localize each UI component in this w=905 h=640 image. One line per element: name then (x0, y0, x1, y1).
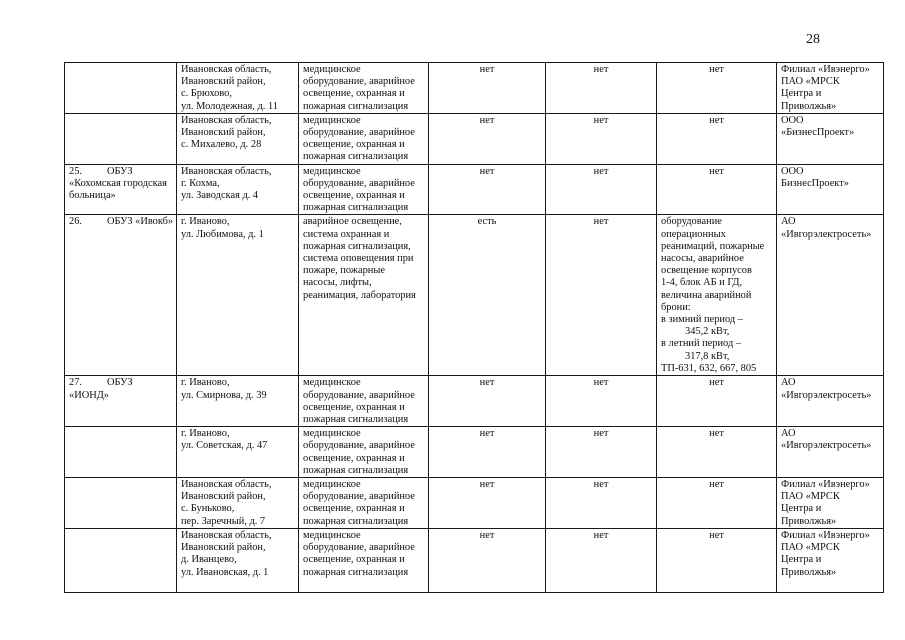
org-name: ОБУЗ (107, 165, 133, 177)
supplier-cell: Филиал «Ивэнерго» ПАО «МРСК Центра и Приволжья» (777, 63, 884, 114)
org-cell (65, 63, 177, 114)
value-cell-b: нет (546, 478, 657, 529)
value-cell-a: нет (429, 376, 546, 427)
value-cell-c: нет (657, 529, 777, 593)
org-name: ОБУЗ «Ивокб» (107, 216, 174, 228)
equipment-cell: медицинское оборудование, аварийное освещение, охранная и пожарная сигнализация (299, 376, 429, 427)
supplier-cell: АО «Ивгорэлектросеть» (777, 376, 884, 427)
supplier-cell: ООО «БизнесПроект» (777, 113, 884, 164)
table-row (65, 427, 884, 478)
org-cell (65, 478, 177, 529)
value-cell-b: нет (546, 376, 657, 427)
org-name: ОБУЗ (107, 377, 133, 389)
value-cell-a: есть (429, 215, 546, 376)
value-cell-a: нет (429, 63, 546, 114)
org-cell: 27. ОБУЗ «ИОНД» (65, 376, 177, 427)
value-cell-c: нет (657, 376, 777, 427)
org-number: 27. (69, 377, 82, 389)
equipment-cell: медицинское оборудование, аварийное освещение, охранная и пожарная сигнализация (299, 478, 429, 529)
org-cell (65, 427, 177, 478)
value-cell-a: нет (429, 529, 546, 593)
value-cell-c: нет (657, 478, 777, 529)
supplier-cell: Филиал «Ивэнерго» ПАО «МРСК Центра и Приволжья» (777, 478, 884, 529)
supplier-cell: ООО БизнесПроект» (777, 164, 884, 215)
value-cell-c: нет (657, 164, 777, 215)
value-cell-a: нет (429, 113, 546, 164)
value-cell-b: нет (546, 63, 657, 114)
value-cell-a: нет (429, 164, 546, 215)
table-row (65, 529, 884, 593)
org-cell (65, 529, 177, 593)
supplier-cell: АО «Ивгорэлектросеть» (777, 427, 884, 478)
table-row (65, 164, 884, 215)
value-cell-c: нет (657, 63, 777, 114)
address-cell: Ивановская область, Ивановский район, с. Буньково, пер. Заречный, д. 7 (177, 478, 299, 529)
address-cell: Ивановская область, Ивановский район, с. Михалево, д. 28 (177, 113, 299, 164)
table-row (65, 478, 884, 529)
org-number: 25. (69, 165, 82, 177)
equipment-cell: медицинское оборудование, аварийное освещение, охранная и пожарная сигнализация (299, 63, 429, 114)
value-cell-b: нет (546, 529, 657, 593)
address-cell: Ивановская область, Ивановский район, д. Иванцево, ул. Ивановская, д. 1 (177, 529, 299, 593)
org-number: 26. (69, 216, 82, 228)
value-cell-c: нет (657, 427, 777, 478)
value-cell-b: нет (546, 215, 657, 376)
address-cell: Ивановская область, Ивановский район, с. Брюхово, ул. Молодежная, д. 11 (177, 63, 299, 114)
table-row (65, 113, 884, 164)
equipment-cell: медицинское оборудование, аварийное освещение, охранная и пожарная сигнализация (299, 164, 429, 215)
equipment-cell: аварийное освещение, система охранная и пожарная сигнализация, система оповещения при пожаре, пожарные насосы, лифты, реанимация, лаборатория (299, 215, 429, 376)
value-cell-c: оборудование операционных реанимаций, пожарные насосы, аварийное освещение корпусов 1-4, блок АБ и ГД, величина аварийной брони: в зимний период – 345,2 кВт, в летний период – 317,8 кВт, ТП-631, 632, 667, 805 (657, 215, 777, 376)
value-cell-a: нет (429, 478, 546, 529)
facilities-table (64, 62, 884, 593)
org-cell (65, 113, 177, 164)
equipment-cell: медицинское оборудование, аварийное освещение, охранная и пожарная сигнализация (299, 529, 429, 593)
equipment-cell: медицинское оборудование, аварийное освещение, охранная и пожарная сигнализация (299, 113, 429, 164)
value-cell-b: нет (546, 113, 657, 164)
equipment-cell: медицинское оборудование, аварийное освещение, охранная и пожарная сигнализация (299, 427, 429, 478)
address-cell: Ивановская область, г. Кохма, ул. Заводская д. 4 (177, 164, 299, 215)
value-cell-b: нет (546, 427, 657, 478)
table-row (65, 376, 884, 427)
address-cell: г. Иваново, ул. Смирнова, д. 39 (177, 376, 299, 427)
table-row (65, 215, 884, 376)
org-cell: 25. ОБУЗ «Кохомская городская больница» (65, 164, 177, 215)
address-cell: г. Иваново, ул. Любимова, д. 1 (177, 215, 299, 376)
value-cell-b: нет (546, 164, 657, 215)
value-cell-c: нет (657, 113, 777, 164)
address-cell: г. Иваново, ул. Советская, д. 47 (177, 427, 299, 478)
value-cell-a: нет (429, 427, 546, 478)
supplier-cell: АО «Ивгорэлектросеть» (777, 215, 884, 376)
page-number: 28 (806, 32, 820, 47)
org-cell (65, 215, 177, 376)
table-row (65, 63, 884, 114)
supplier-cell: Филиал «Ивэнерго» ПАО «МРСК Центра и Приволжья» (777, 529, 884, 593)
